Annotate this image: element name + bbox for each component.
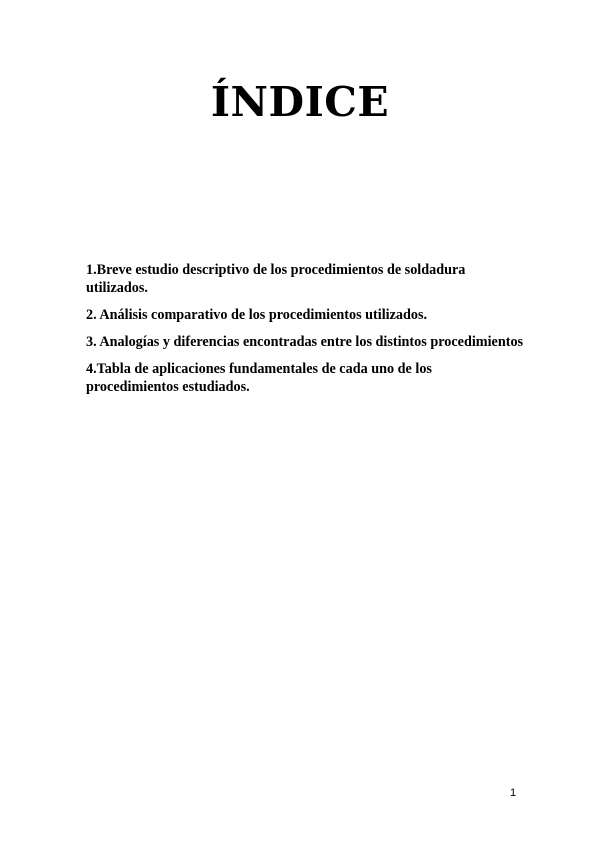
toc-item: 3. Analogías y diferencias encontradas entre los distintos procedimientos xyxy=(86,334,524,350)
page-number: 1 xyxy=(509,787,517,799)
table-of-contents xyxy=(86,261,526,405)
toc-item: 4.Tabla de aplicaciones fundamentales de cada uno de los procedimientos estudiados. xyxy=(86,361,432,395)
page-title: ÍNDICE xyxy=(210,78,390,126)
toc-item: 2. Análisis comparativo de los procedimientos utilizados. xyxy=(86,307,428,323)
toc-item: 1.Breve estudio descriptivo de los procedimientos de soldadura utilizados. xyxy=(86,262,466,296)
